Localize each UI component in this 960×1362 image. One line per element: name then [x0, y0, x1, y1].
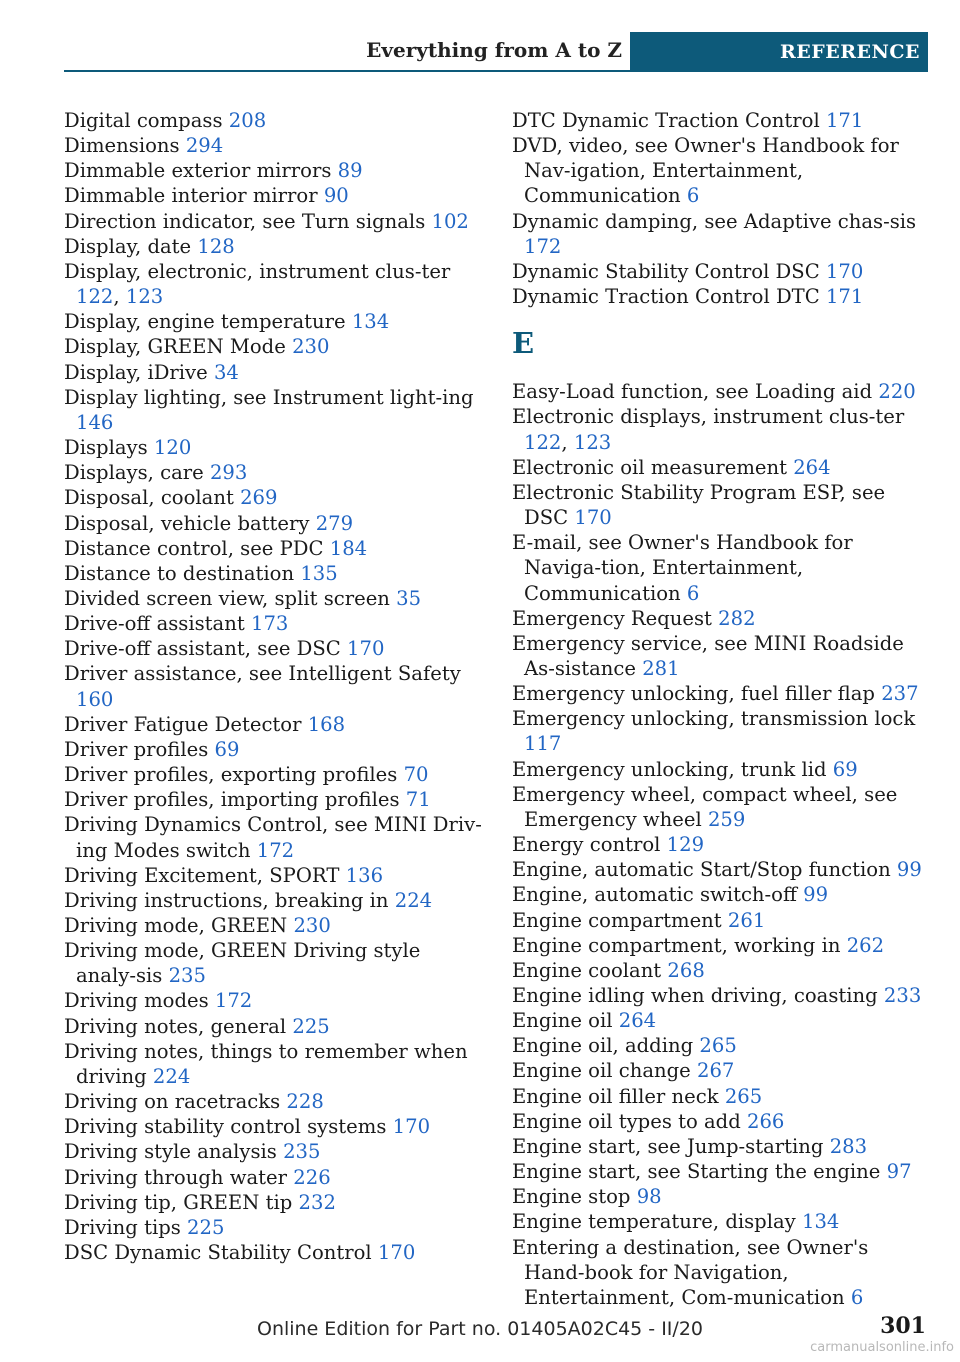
page-reference-link[interactable]: 99: [896, 858, 922, 882]
index-term: Engine oil: [512, 1009, 613, 1033]
index-term: Engine compartment: [512, 908, 722, 932]
index-entry: [512, 1235, 932, 1310]
index-entry: [512, 133, 932, 208]
page-reference-link[interactable]: 117: [524, 732, 562, 756]
page-reference-link[interactable]: 173: [250, 612, 289, 636]
page-reference-link[interactable]: 266: [747, 1109, 785, 1133]
index-entry: [512, 530, 932, 605]
index-term: Driving through water: [64, 1165, 288, 1189]
page-reference-link[interactable]: 208: [228, 109, 267, 132]
index-term: DSC Dynamic Stability Control: [64, 1241, 372, 1265]
index-entry: [64, 309, 484, 334]
index-entry: [64, 737, 484, 762]
index-entry: [512, 983, 932, 1008]
index-term: Driving notes, things to remember when driving: [64, 1039, 468, 1088]
index-entry: [64, 812, 484, 862]
page-reference-link[interactable]: 172: [524, 234, 562, 258]
index-entry: Electronic displays, instrument clus-ter 122, 123: [512, 405, 905, 454]
page-reference-link[interactable]: 135: [300, 561, 338, 585]
page-reference-link[interactable]: 237: [881, 682, 919, 706]
page-reference-link[interactable]: 226: [293, 1165, 331, 1189]
page-reference-link[interactable]: 282: [718, 606, 756, 630]
page-reference-link[interactable]: 172: [214, 989, 253, 1013]
page-reference-link[interactable]: 98: [636, 1185, 662, 1209]
page-reference-link[interactable]: 184: [329, 536, 368, 560]
index-entry: [64, 636, 484, 661]
index-term: Drive-off assistant: [64, 612, 245, 636]
index-term: Engine oil types to add: [512, 1109, 741, 1133]
index-entry: [64, 611, 484, 636]
page-reference-link[interactable]: 122: [524, 430, 562, 454]
index-term: Dynamic Traction Control DTC: [512, 285, 820, 309]
index-entry: [64, 913, 484, 938]
index-entry: [64, 183, 484, 208]
index-entry: [64, 1014, 484, 1039]
index-term: Dimmable interior mirror: [64, 184, 318, 208]
index-term: Divided screen view, split screen: [64, 586, 390, 610]
page-reference-link[interactable]: 70: [403, 763, 429, 787]
page-reference-link[interactable]: 170: [392, 1115, 431, 1139]
index-term: Driving tips: [64, 1215, 181, 1239]
index-term: Driving instructions, breaking in: [64, 888, 389, 912]
index-term: Energy control: [512, 833, 661, 857]
page-reference-link[interactable]: 294: [185, 134, 224, 158]
page-reference-link[interactable]: 99: [803, 883, 829, 907]
index-term: Engine stop: [512, 1185, 631, 1209]
index-term: Direction indicator, see Turn signals: [64, 209, 426, 233]
page-reference-link[interactable]: 69: [832, 757, 858, 781]
index-term: Easy-Load function, see Loading aid: [512, 380, 873, 404]
index-term: Electronic oil measurement: [512, 455, 787, 479]
page-reference-link[interactable]: 232: [298, 1190, 336, 1214]
index-term: Distance to destination: [64, 561, 295, 585]
index-term: Emergency unlocking, transmission lock: [512, 707, 916, 731]
index-entry: [512, 631, 932, 681]
index-entry: [64, 133, 484, 158]
index-term: Engine temperature, display: [512, 1210, 796, 1234]
index-entry: [64, 485, 484, 510]
index-term: Driving notes, general: [64, 1014, 287, 1038]
index-entry: [512, 757, 932, 782]
page-reference-link[interactable]: 170: [574, 506, 612, 530]
index-entry: [512, 681, 932, 706]
page-reference-link[interactable]: 259: [707, 807, 746, 831]
page-reference-link[interactable]: 170: [347, 637, 385, 661]
chapter-tab: REFERENCE: [630, 32, 928, 72]
index-term: Driver profiles, importing profiles: [64, 788, 400, 812]
index-entry: [512, 1033, 932, 1058]
index-entry: [512, 480, 932, 530]
index-term: Display, electronic, instrument clus-ter: [64, 259, 451, 283]
page-reference-link[interactable]: 230: [292, 335, 330, 359]
index-term: Driving style analysis: [64, 1140, 277, 1164]
index-entry: [64, 234, 484, 259]
index-term: DVD, video, see Owner's Handbook for Nav-igation, Entertainment, Communication: [512, 134, 899, 208]
index-term: Engine oil, adding: [512, 1034, 694, 1058]
index-term: Driving Dynamics Control, see MINI Driv-ing Modes switch: [64, 813, 482, 862]
page-reference-link[interactable]: 71: [405, 788, 431, 812]
index-term: Driver profiles: [64, 737, 209, 761]
index-term: Displays: [64, 436, 148, 460]
page-reference-link[interactable]: 267: [697, 1059, 735, 1083]
page-reference-link[interactable]: 34: [213, 360, 239, 384]
index-term: Driving Excitement, SPORT: [64, 863, 340, 887]
index-entry: [512, 1084, 932, 1109]
index-entry: [512, 606, 932, 631]
page-reference-link[interactable]: 230: [293, 914, 331, 937]
index-entry: [64, 561, 484, 586]
index-entry: [512, 455, 932, 480]
section-letter: E: [512, 326, 535, 361]
index-entry: [64, 1139, 484, 1164]
page-reference-link[interactable]: 265: [724, 1084, 763, 1108]
index-entry: [64, 1165, 484, 1190]
index-term: Display, date: [64, 234, 192, 258]
page-reference-link[interactable]: 134: [351, 310, 390, 334]
index-entry: [512, 284, 932, 309]
index-entry: [512, 908, 932, 933]
index-term: Electronic Stability Program ESP, see DSC: [512, 480, 886, 530]
page-reference-link[interactable]: 171: [825, 109, 864, 132]
page-reference-link[interactable]: 264: [793, 455, 831, 479]
index-term: Emergency Request: [512, 606, 712, 630]
index-term: Driver Fatigue Detector: [64, 712, 302, 736]
index-term: Display, GREEN Mode: [64, 335, 286, 359]
page-reference-link[interactable]: 6: [850, 1285, 864, 1309]
index-term: Display, iDrive: [64, 360, 208, 384]
index-term: Engine coolant: [512, 958, 662, 982]
index-entry: [64, 158, 484, 183]
index-term: Emergency service, see MINI Roadside As-sistance: [512, 631, 904, 680]
section-title: Everything from A to Z: [366, 38, 622, 62]
index-term: Engine idling when driving, coasting: [512, 984, 878, 1007]
index-entry: [512, 1109, 932, 1134]
page-reference-link[interactable]: 168: [307, 712, 346, 736]
page-reference-link[interactable]: 268: [667, 958, 705, 982]
index-term: Displays, care: [64, 461, 204, 485]
index-term: Digital compass: [64, 109, 223, 132]
page-reference-link[interactable]: 261: [727, 908, 766, 932]
index-term: Engine oil filler neck: [512, 1084, 719, 1108]
page-reference-link[interactable]: 35: [396, 586, 422, 610]
index-term: Emergency unlocking, fuel filler flap: [512, 682, 875, 706]
index-entry: [64, 586, 484, 611]
page-reference-link[interactable]: 265: [699, 1034, 737, 1058]
page-reference-link[interactable]: 225: [187, 1215, 225, 1239]
index-entry: [64, 988, 484, 1013]
index-term: Driving mode, GREEN Driving style analy-sis: [64, 939, 421, 988]
index-term: Electronic displays, instrument clus-ter: [512, 405, 905, 429]
index-entry: [64, 334, 484, 359]
index-term: Engine start, see Starting the engine: [512, 1160, 881, 1184]
page-reference-link[interactable]: 281: [642, 656, 680, 680]
index-term: Engine compartment, working in: [512, 933, 841, 957]
index-term: Driver profiles, exporting profiles: [64, 763, 398, 787]
index-column-right: [512, 108, 932, 1310]
index-entry: [64, 1215, 484, 1240]
index-entry: [512, 379, 932, 404]
page-reference-link[interactable]: 235: [283, 1140, 321, 1164]
index-entry: [64, 1089, 484, 1114]
index-term: Driving mode, GREEN: [64, 914, 288, 937]
index-term: Display lighting, see Instrument light-ing: [64, 385, 474, 409]
index-term: Engine, automatic switch-off: [512, 883, 797, 907]
header-rule: [64, 70, 928, 72]
index-entry: [64, 385, 484, 435]
index-entry: [64, 1190, 484, 1215]
index-term: Entering a destination, see Owner's Hand-book for Navigation, Entertainment, Com-munication: [512, 1235, 869, 1309]
page-reference-link[interactable]: 89: [337, 159, 363, 183]
index-entry: [512, 259, 932, 284]
index-term: Distance control, see PDC: [64, 536, 324, 560]
index-entry: [64, 1114, 484, 1139]
index-entry: [512, 1159, 932, 1184]
index-group-e: [512, 379, 932, 1310]
page-reference-link[interactable]: 69: [214, 737, 240, 761]
page-reference-link[interactable]: 228: [286, 1090, 324, 1114]
index-entry: [64, 938, 484, 988]
page-reference-link[interactable]: 293: [209, 461, 248, 485]
page-reference-link[interactable]: 224: [152, 1064, 191, 1088]
index-entry: [512, 1008, 932, 1033]
index-entry: [64, 209, 484, 234]
page-reference-link[interactable]: 225: [292, 1014, 330, 1038]
page-reference-link[interactable]: 97: [886, 1160, 912, 1184]
index-term: Display, engine temperature: [64, 310, 346, 334]
index-entry: [512, 882, 932, 907]
page-reference-link[interactable]: 170: [377, 1241, 416, 1265]
index-entry: [64, 360, 484, 385]
index-entry: [64, 435, 484, 460]
index-term: Engine start, see Jump-starting: [512, 1134, 824, 1158]
index-entry: [64, 1240, 484, 1265]
index-term: Dynamic Stability Control DSC: [512, 259, 820, 283]
index-entry: [64, 661, 484, 711]
index-term: Drive-off assistant, see DSC: [64, 637, 341, 661]
index-group-d-continued: [512, 108, 932, 309]
index-entry: [64, 108, 484, 133]
page-reference-link[interactable]: 120: [153, 436, 192, 460]
index-term: Disposal, coolant: [64, 486, 234, 510]
index-entry: [64, 888, 484, 913]
running-header: [64, 32, 928, 72]
index-term: Driver assistance, see Intelligent Safety: [64, 662, 461, 686]
page-reference-link[interactable]: 123: [125, 285, 164, 309]
index-term: Emergency unlocking, trunk lid: [512, 757, 827, 781]
page-reference-link[interactable]: 235: [168, 964, 206, 988]
index-term: Dynamic damping, see Adaptive chas-sis: [512, 209, 917, 233]
page-reference-link[interactable]: 283: [829, 1134, 868, 1158]
index-entry: [512, 1134, 932, 1159]
index-term: Dimmable exterior mirrors: [64, 159, 332, 183]
page-reference-link[interactable]: 136: [345, 863, 384, 887]
index-entry: [512, 958, 932, 983]
edition-footer: Online Edition for Part no. 01405A02C45 - II/20: [256, 1318, 703, 1340]
page-reference-link[interactable]: 262: [846, 933, 885, 957]
index-entry: [64, 762, 484, 787]
index-entry: [512, 782, 932, 832]
index-entry: [512, 857, 932, 882]
page-reference-link[interactable]: 6: [686, 184, 700, 208]
page-reference-link[interactable]: 123: [573, 430, 612, 454]
index-entry: [64, 863, 484, 888]
page-reference-link[interactable]: 128: [197, 234, 235, 258]
index-entry: [64, 712, 484, 737]
index-term: Disposal, vehicle battery: [64, 511, 310, 535]
index-term: Driving tip, GREEN tip: [64, 1190, 293, 1214]
page-reference-link[interactable]: 172: [256, 838, 295, 862]
page-reference-link[interactable]: 146: [76, 410, 114, 434]
index-term: Emergency wheel, compact wheel, see Emergency wheel: [512, 782, 898, 831]
page-reference-link[interactable]: 279: [315, 511, 354, 535]
index-entry: [512, 108, 932, 133]
page-reference-link[interactable]: 160: [76, 687, 114, 711]
page-reference-link[interactable]: 224: [394, 888, 433, 912]
page-reference-link[interactable]: 129: [666, 833, 705, 857]
page-reference-link[interactable]: 102: [431, 209, 469, 233]
watermark: carmanualsonline.info: [810, 1340, 954, 1355]
page-reference-link[interactable]: 122: [76, 285, 114, 309]
index-entry: [64, 511, 484, 536]
index-column-left: [64, 108, 484, 1265]
index-term: Driving stability control systems: [64, 1115, 387, 1139]
page-reference-link[interactable]: 269: [240, 486, 278, 510]
index-term: DTC Dynamic Traction Control: [512, 109, 820, 132]
page-reference-link[interactable]: 233: [883, 984, 922, 1007]
page-number: 301: [880, 1313, 926, 1339]
index-entry: [512, 1184, 932, 1209]
page-reference-link[interactable]: 171: [825, 285, 864, 309]
index-term: Dimensions: [64, 134, 180, 158]
index-entry: Display, electronic, instrument clus-ter 122, 123: [64, 259, 451, 309]
index-entry: [512, 706, 932, 756]
page-reference-link[interactable]: 170: [825, 259, 864, 283]
index-entry: [512, 1209, 932, 1234]
index-entry: [512, 832, 932, 857]
page-reference-link[interactable]: 6: [686, 581, 700, 605]
index-entry: [512, 209, 932, 259]
page-reference-link[interactable]: 90: [323, 184, 349, 208]
index-entry: [64, 536, 484, 561]
index-entry: [512, 933, 932, 958]
page-reference-link[interactable]: 264: [618, 1009, 657, 1033]
page-reference-link[interactable]: 134: [801, 1210, 840, 1234]
index-term: E-mail, see Owner's Handbook for Naviga-tion, Entertainment, Communication: [512, 531, 853, 605]
index-entry: [64, 460, 484, 485]
index-entry: [64, 787, 484, 812]
page-reference-link[interactable]: 220: [878, 380, 916, 404]
index-entry: [512, 1058, 932, 1083]
index-term: Driving on racetracks: [64, 1090, 281, 1114]
index-entry: [64, 1039, 484, 1089]
index-term: Engine oil change: [512, 1059, 691, 1083]
index-term: Engine, automatic Start/Stop function: [512, 858, 891, 882]
index-term: Driving modes: [64, 989, 209, 1013]
